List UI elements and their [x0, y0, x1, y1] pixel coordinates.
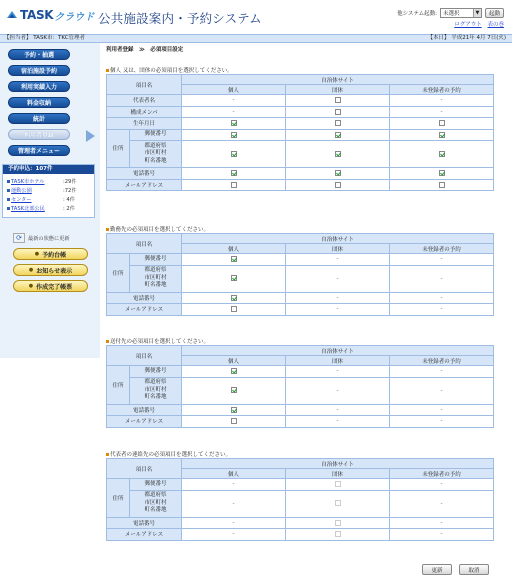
not-applicable-mark: -: [440, 306, 443, 313]
not-applicable-mark: -: [440, 275, 443, 282]
required-checkbox[interactable]: [439, 170, 445, 176]
logo-task-text: TASK: [20, 8, 54, 22]
app-title: 公共施設案内・予約システム: [98, 11, 262, 26]
pill-bullet-icon: ●: [34, 251, 40, 257]
setting-cell: [390, 304, 494, 316]
facility-count: :29件: [63, 179, 77, 185]
table-row: [107, 517, 494, 529]
facility-count: : 4件: [63, 197, 75, 203]
facility-count: :72件: [63, 188, 77, 194]
setting-cell: [286, 404, 390, 416]
field-label: 代表者名: [107, 95, 182, 107]
launch-button[interactable]: 起動: [485, 8, 504, 18]
system-switch-label: 他システム起動:: [397, 11, 437, 17]
not-applicable-mark: -: [440, 97, 443, 104]
reservation-summary: [2, 164, 95, 218]
column-header-item: 項目名: [107, 234, 182, 254]
required-checkbox: [335, 531, 341, 537]
not-applicable-mark: -: [440, 256, 443, 263]
required-checkbox[interactable]: [335, 151, 341, 157]
setting-cell: [286, 106, 390, 118]
not-applicable-mark: -: [336, 387, 339, 394]
required-checkbox[interactable]: [231, 387, 237, 393]
table-row: [107, 118, 494, 130]
setting-cell: [286, 292, 390, 304]
setting-cell: [182, 179, 286, 191]
not-applicable-mark: -: [440, 519, 443, 526]
table-row: [107, 106, 494, 118]
reservation-summary-row: [7, 205, 93, 212]
facility-link[interactable]: 運動公園: [11, 188, 32, 194]
required-checkbox[interactable]: [231, 132, 237, 138]
field-label-text: 郵便番号: [144, 255, 167, 262]
field-label: メールアドレス: [107, 304, 182, 316]
sidebar-menu-item-7[interactable]: 管理者メニュー: [8, 145, 70, 156]
sidebar-menu-item-6[interactable]: 利用者登録: [8, 129, 70, 140]
field-label: [130, 141, 182, 168]
required-checkbox[interactable]: [335, 182, 341, 188]
column-header-item: 項目名: [107, 75, 182, 95]
address-group-label: 住所: [107, 479, 130, 518]
not-applicable-mark: -: [336, 256, 339, 263]
field-label: 電話番号: [107, 517, 182, 529]
setting-cell: [390, 377, 494, 404]
today-date: 【本日】 平成21年 4月 7日(火): [427, 35, 506, 41]
required-field-table: [106, 233, 494, 316]
not-applicable-mark: -: [440, 418, 443, 425]
address-group-label: 住所: [107, 129, 130, 168]
logo-cloud-text: クラウド: [54, 11, 95, 23]
setting-cell: [390, 168, 494, 180]
logo: [6, 7, 94, 23]
setting-cell: [286, 141, 390, 168]
column-header-2: 団体: [286, 356, 390, 366]
not-applicable-mark: -: [440, 406, 443, 413]
pill-button-label: 予約台帳: [42, 251, 67, 259]
column-header-1: 個人: [182, 356, 286, 366]
logout-link[interactable]: ログアウト: [454, 22, 482, 28]
refresh-label[interactable]: 最新の状態に更新: [28, 235, 70, 242]
field-label: [130, 366, 182, 378]
setting-cell: [182, 168, 286, 180]
system-switch: [397, 8, 504, 18]
field-label: [130, 377, 182, 404]
table-row: [107, 95, 494, 107]
sidebar-menu-item-2[interactable]: 宿泊施設予約: [8, 65, 70, 76]
column-header-site: 自治体サイト: [182, 459, 494, 469]
setting-cell: [182, 366, 286, 378]
not-applicable-mark: -: [232, 481, 235, 488]
required-checkbox[interactable]: [335, 97, 341, 103]
setting-cell: [286, 490, 390, 517]
section-title-text: 代表者の連絡先の必須項目を選択してください。: [110, 452, 232, 458]
required-checkbox[interactable]: [231, 295, 237, 301]
setting-cell: [390, 366, 494, 378]
not-applicable-mark: -: [232, 108, 235, 115]
table-row: [107, 168, 494, 180]
cancel-button[interactable]: 取消: [459, 564, 489, 575]
table-row: [107, 377, 494, 404]
required-checkbox: [335, 520, 341, 526]
required-checkbox[interactable]: [439, 182, 445, 188]
reservation-summary-row: [7, 187, 93, 194]
table-row: [107, 292, 494, 304]
pill-button-label: 作成完了帳票: [36, 283, 73, 291]
bullet-icon: [7, 207, 10, 210]
field-label: メールアドレス: [107, 179, 182, 191]
setting-cell: [182, 254, 286, 266]
not-applicable-mark: -: [336, 306, 339, 313]
refresh-icon[interactable]: ⟳: [13, 233, 25, 243]
section-title-text: 個人 又は、団体の必須項目を選択してください。: [110, 68, 233, 74]
setting-cell: [390, 416, 494, 428]
column-header-3: 未登録者の予約: [390, 85, 494, 95]
field-label: 電話番号: [107, 404, 182, 416]
setting-cell: [390, 490, 494, 517]
logo-mark-icon: [6, 10, 18, 20]
setting-cell: [390, 179, 494, 191]
not-applicable-mark: -: [336, 418, 339, 425]
field-label-text: 都道府県 市区町村 町名番地: [144, 379, 167, 401]
pill-bullet-icon: ●: [28, 283, 34, 289]
not-applicable-mark: -: [440, 294, 443, 301]
field-label: メールアドレス: [107, 416, 182, 428]
sidebar: [0, 43, 100, 358]
table-row: [107, 479, 494, 491]
required-checkbox[interactable]: [335, 109, 341, 115]
setting-cell: [182, 118, 286, 130]
table-row: [107, 265, 494, 292]
not-applicable-mark: -: [336, 368, 339, 375]
setting-cell: [286, 129, 390, 141]
status-bar: [0, 34, 512, 43]
section-bullet-icon: [106, 69, 109, 72]
setting-cell: [182, 479, 286, 491]
setting-cell: [390, 529, 494, 541]
required-field-table: [106, 74, 494, 191]
setting-cell: [286, 254, 390, 266]
field-label-text: 都道府県 市区町村 町名番地: [144, 267, 167, 289]
setting-cell: [390, 292, 494, 304]
facility-link[interactable]: TASK北部公民: [11, 206, 45, 212]
setting-cell: [182, 141, 286, 168]
setting-cell: [286, 377, 390, 404]
setting-cell: [182, 377, 286, 404]
section-title: [106, 225, 209, 233]
sidebar-menu-item-5[interactable]: 統計: [8, 113, 70, 124]
setting-cell: [182, 490, 286, 517]
reservation-summary-row: [7, 178, 93, 185]
field-label: [130, 129, 182, 141]
field-label: 電話番号: [107, 292, 182, 304]
pill-bullet-icon: ●: [28, 267, 34, 273]
column-header-1: 個人: [182, 469, 286, 479]
field-label: 生年月日: [107, 118, 182, 130]
setting-cell: [390, 265, 494, 292]
setting-cell: [182, 106, 286, 118]
setting-cell: [182, 517, 286, 529]
setting-cell: [390, 129, 494, 141]
pill-button-label: お知らせ表示: [36, 267, 73, 275]
column-header-2: 団体: [286, 244, 390, 254]
breadcrumb: 利用者登録 ≫ 必須項目設定: [106, 47, 184, 53]
table-row: [107, 404, 494, 416]
system-select[interactable]: [440, 8, 482, 18]
column-header-item: 項目名: [107, 459, 182, 479]
column-header-item: 項目名: [107, 346, 182, 366]
not-applicable-mark: -: [440, 531, 443, 538]
required-checkbox[interactable]: [439, 151, 445, 157]
field-label-text: 都道府県 市区町村 町名番地: [144, 492, 167, 514]
not-applicable-mark: -: [232, 500, 235, 507]
required-checkbox[interactable]: [335, 170, 341, 176]
setting-cell: [182, 265, 286, 292]
reservation-summary-row: [7, 196, 93, 203]
column-header-2: 団体: [286, 85, 390, 95]
not-applicable-mark: -: [232, 531, 235, 538]
required-field-table: [106, 345, 494, 428]
setting-cell: [286, 517, 390, 529]
required-checkbox[interactable]: [231, 407, 237, 413]
system-select-value: 未選択: [442, 11, 460, 17]
setting-cell: [182, 129, 286, 141]
reservation-summary-title: 予約申込：107件: [3, 165, 94, 174]
table-row: [107, 490, 494, 517]
field-label-text: 郵便番号: [144, 367, 167, 374]
not-applicable-mark: -: [440, 368, 443, 375]
table-row: [107, 129, 494, 141]
bullet-icon: [7, 180, 10, 183]
setting-cell: [286, 179, 390, 191]
field-label: [130, 490, 182, 517]
required-checkbox[interactable]: [231, 306, 237, 312]
required-checkbox[interactable]: [439, 120, 445, 126]
required-checkbox[interactable]: [231, 170, 237, 176]
column-header-1: 個人: [182, 85, 286, 95]
table-row: [107, 141, 494, 168]
address-group-label: 住所: [107, 366, 130, 405]
column-header-site: 自治体サイト: [182, 346, 494, 356]
setting-cell: [390, 141, 494, 168]
section-bullet-icon: [106, 340, 109, 343]
column-header-2: 団体: [286, 469, 390, 479]
field-label-text: 郵便番号: [144, 480, 167, 487]
not-applicable-mark: -: [232, 97, 235, 104]
field-label: [130, 265, 182, 292]
required-checkbox[interactable]: [231, 368, 237, 374]
sidebar-pill-button-2[interactable]: [13, 264, 88, 276]
required-checkbox: [335, 481, 341, 487]
required-checkbox[interactable]: [335, 132, 341, 138]
required-checkbox[interactable]: [335, 120, 341, 126]
field-label: [130, 479, 182, 491]
table-row: [107, 254, 494, 266]
field-label-text: 郵便番号: [144, 131, 167, 137]
not-applicable-mark: -: [336, 294, 339, 301]
bullet-icon: [7, 198, 10, 201]
setting-cell: [390, 479, 494, 491]
sidebar-menu-item-4[interactable]: 料金収納: [8, 97, 70, 108]
field-label: メールアドレス: [107, 529, 182, 541]
required-checkbox[interactable]: [231, 182, 237, 188]
not-applicable-mark: -: [440, 500, 443, 507]
setting-cell: [390, 95, 494, 107]
not-applicable-mark: -: [336, 275, 339, 282]
setting-cell: [390, 517, 494, 529]
facility-link[interactable]: TASK市ホテル: [11, 179, 45, 185]
operator-info: 【担当者】 TASK市：TKC管理者: [4, 35, 86, 41]
active-menu-arrow-icon: [86, 130, 95, 142]
field-label-text: 都道府県 市区町村 町名番地: [144, 142, 167, 164]
facility-link[interactable]: センター: [11, 197, 32, 203]
update-button[interactable]: 更新: [422, 564, 452, 575]
required-field-table: [106, 458, 494, 541]
table-row: [107, 179, 494, 191]
required-checkbox[interactable]: [231, 151, 237, 157]
required-checkbox[interactable]: [231, 120, 237, 126]
setting-cell: [390, 254, 494, 266]
section-title-text: 送付先の必須項目を選択してください。: [110, 339, 210, 345]
facility-count: : 2件: [63, 206, 75, 212]
section-bullet-icon: [106, 228, 109, 231]
section-title: [106, 66, 233, 74]
required-checkbox: [335, 500, 341, 506]
setting-cell: [286, 265, 390, 292]
setting-cell: [286, 168, 390, 180]
table-header-row: [107, 346, 494, 356]
setting-cell: [286, 529, 390, 541]
field-label: [130, 254, 182, 266]
setting-cell: [182, 416, 286, 428]
setting-cell: [390, 118, 494, 130]
table-header-row: [107, 234, 494, 244]
section-bullet-icon: [106, 453, 109, 456]
setting-cell: [286, 479, 390, 491]
table-row: [107, 416, 494, 428]
bullet-icon: [7, 189, 10, 192]
not-applicable-mark: -: [232, 519, 235, 526]
column-header-site: 自治体サイト: [182, 75, 494, 85]
required-checkbox[interactable]: [231, 256, 237, 262]
refresh-control[interactable]: [13, 233, 70, 243]
table-row: [107, 529, 494, 541]
setting-cell: [286, 118, 390, 130]
setting-cell: [182, 404, 286, 416]
sidebar-pill-button-3[interactable]: [13, 280, 88, 292]
address-group-label: 住所: [107, 254, 130, 293]
column-header-site: 自治体サイト: [182, 234, 494, 244]
required-checkbox[interactable]: [231, 418, 237, 424]
section-title: [106, 337, 209, 345]
setting-cell: [182, 95, 286, 107]
sidebar-pill-button-1[interactable]: [13, 248, 88, 260]
column-header-3: 未登録者の予約: [390, 244, 494, 254]
sidebar-menu-item-3[interactable]: 利用実績入力: [8, 81, 70, 92]
setting-cell: [182, 529, 286, 541]
setting-cell: [182, 304, 286, 316]
table-row: [107, 366, 494, 378]
header: [0, 0, 512, 34]
setting-cell: [286, 366, 390, 378]
not-applicable-mark: -: [440, 481, 443, 488]
required-checkbox[interactable]: [231, 275, 237, 281]
section-title: [106, 450, 231, 458]
header-links: [450, 20, 504, 28]
not-applicable-mark: -: [336, 406, 339, 413]
field-label: 電話番号: [107, 168, 182, 180]
setting-cell: [390, 404, 494, 416]
column-header-3: 未登録者の予約: [390, 356, 494, 366]
table-row: [107, 304, 494, 316]
setting-cell: [286, 416, 390, 428]
setting-cell: [286, 95, 390, 107]
column-header-1: 個人: [182, 244, 286, 254]
column-header-3: 未登録者の予約: [390, 469, 494, 479]
setting-cell: [182, 292, 286, 304]
field-label: 構成メンバ: [107, 106, 182, 118]
table-header-row: [107, 75, 494, 85]
table-header-row: [107, 459, 494, 469]
chevron-down-icon: ▼: [473, 9, 481, 17]
setting-cell: [390, 106, 494, 118]
required-checkbox[interactable]: [439, 132, 445, 138]
section-title-text: 勤務先の必須項目を選択してください。: [110, 227, 210, 233]
sidebar-menu-item-1[interactable]: 予約・抽選: [8, 49, 70, 60]
setting-cell: [286, 304, 390, 316]
not-applicable-mark: -: [440, 387, 443, 394]
not-applicable-mark: -: [440, 108, 443, 115]
secondary-link[interactable]: 表の巻: [487, 22, 504, 28]
